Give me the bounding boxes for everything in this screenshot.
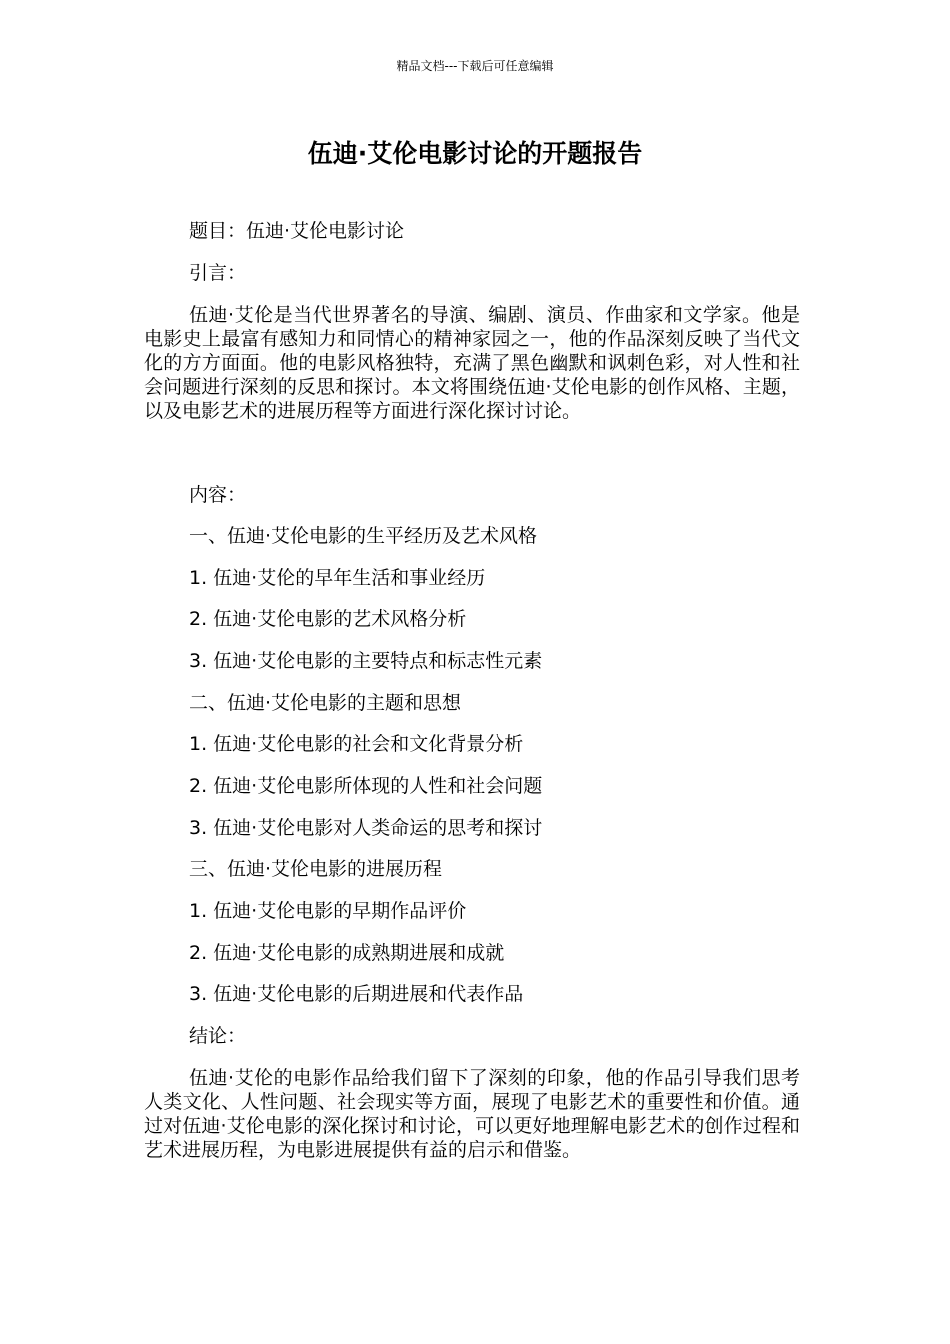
outline-item: 1. 伍迪·艾伦电影的早期作品评价 [189,900,467,922]
document-title: 伍迪·艾伦电影讨论的开题报告 [307,139,643,168]
outline-item: 2. 伍迪·艾伦电影所体现的人性和社会问题 [189,775,543,797]
outline-item: 2. 伍迪·艾伦电影的成熟期进展和成就 [189,942,505,964]
outline-section-2: 二、伍迪·艾伦电影的主题和思想 [189,692,462,714]
conclusion-heading: 结论： [189,1025,247,1047]
content-heading: 内容： [189,484,247,506]
outline-section-3: 三、伍迪·艾伦电影的进展历程 [189,858,443,880]
page-header-note: 精品文档---下载后可任意编辑 [396,59,554,73]
outline-item: 3. 伍迪·艾伦电影的后期进展和代表作品 [189,983,524,1005]
outline-item: 1. 伍迪·艾伦电影的社会和文化背景分析 [189,733,524,755]
outline-section-1: 一、伍迪·艾伦电影的生平经历及艺术风格 [189,525,538,547]
outline-item: 2. 伍迪·艾伦电影的艺术风格分析 [189,608,467,630]
outline-item: 3. 伍迪·艾伦电影对人类命运的思考和探讨 [189,817,543,839]
outline-item: 3. 伍迪·艾伦电影的主要特点和标志性元素 [189,650,543,672]
conclusion-paragraph: 伍迪·艾伦的电影作品给我们留下了深刻的印象，他的作品引导我们思考人类文化、人性问题、社会现实等方面，展现了电影艺术的重要性和价值。通过对伍迪·艾伦电影的深化探讨和讨论，可以更好地理解电影艺术的创作过程和艺术进展历程，为电影进展提供有益的启示和借鉴。 [144,1067,800,1161]
outline-item: 1. 伍迪·艾伦的早年生活和事业经历 [189,567,486,589]
intro-paragraph: 伍迪·艾伦是当代世界著名的导演、编剧、演员、作曲家和文学家。他是电影史上最富有感知力和同情心的精神家园之一，他的作品深刻反映了当代文化的方方面面。他的电影风格独特，充满了黑色幽默和讽刺色彩，对人性和社会问题进行深刻的反思和探讨。本文将围绕伍迪·艾伦电影的创作风格、主题，以及电影艺术的进展历程等方面进行深化探讨讨论。 [144,304,800,422]
topic-line: 题目：伍迪·艾伦电影讨论 [189,220,405,242]
intro-heading: 引言： [189,262,247,284]
